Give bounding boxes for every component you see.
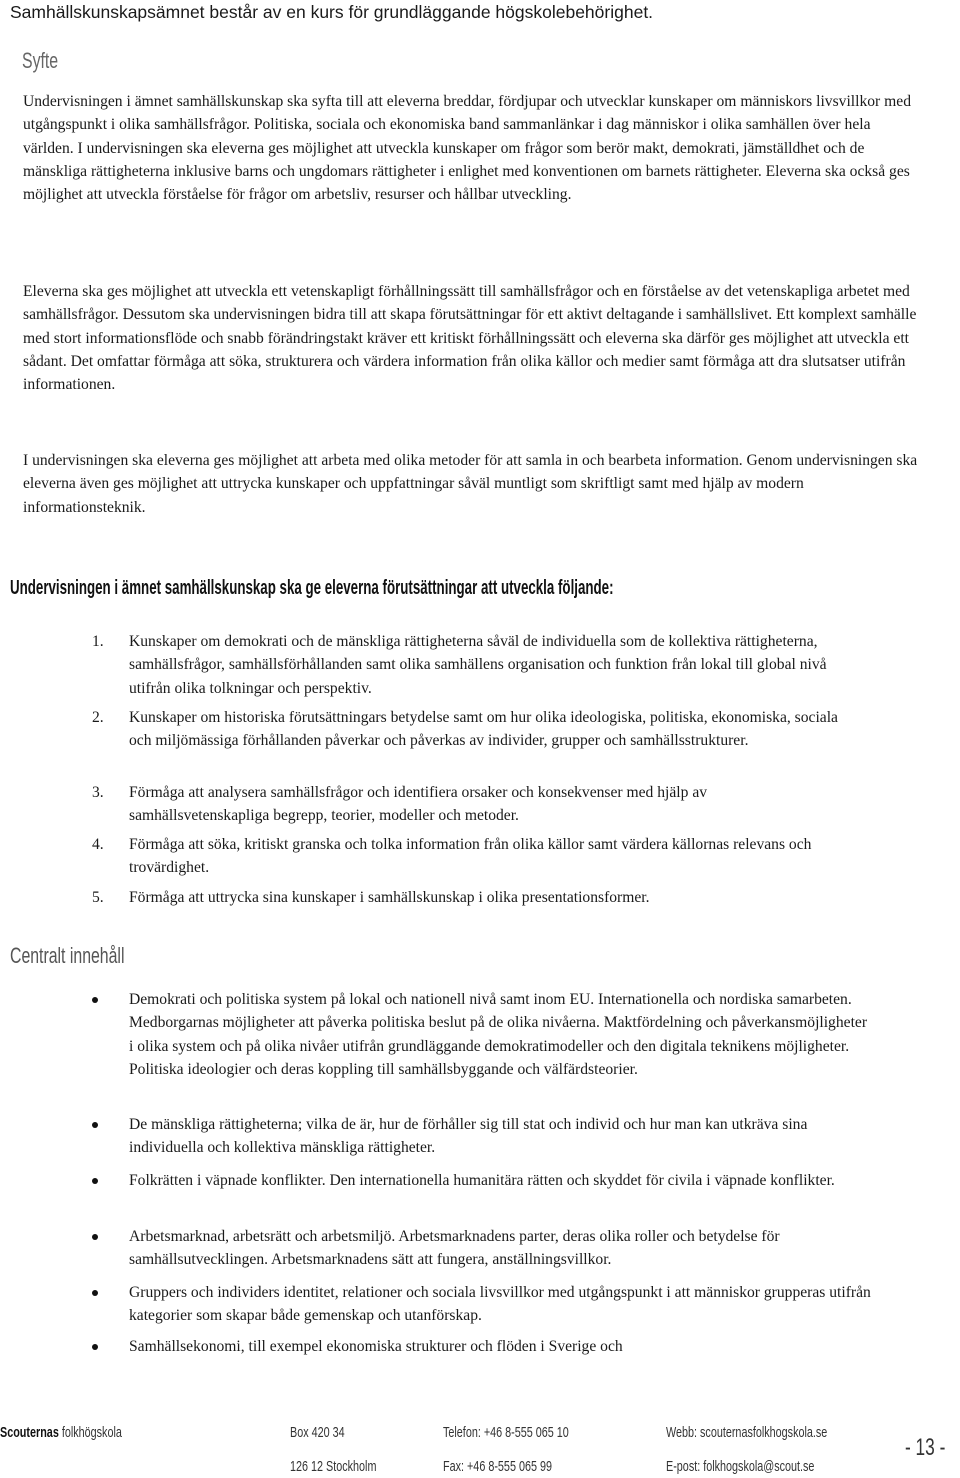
footer-brand-bold: Scouternas	[0, 1424, 59, 1441]
bullet-icon	[92, 1234, 98, 1240]
bullet-icon	[92, 1178, 98, 1184]
footer-phone: Telefon: +46 8-555 065 10	[443, 1424, 569, 1441]
footer-address-line-1: Box 420 34	[290, 1424, 345, 1441]
footer-brand-light: folkhögskola	[61, 1424, 122, 1441]
page-footer	[0, 1420, 960, 1478]
goal-text: Kunskaper om historiska förutsättningars betydelse samt om hur olika ideologiska, politiska, ekonomiska, sociala och miljömässiga förhållanden påverkar och påverkas av individer, grupper och samhällsstrukturer.	[129, 709, 838, 750]
heading-syfte: Syfte	[22, 48, 59, 73]
goal-text: Förmåga att söka, kritiskt granska och tolka information från olika källor samt värdera källornas relevans och trovärdighet.	[129, 836, 812, 877]
centralt-text: De mänskliga rättigheterna; vilka de är, hur de förhåller sig till stat och individ och hur man kan utkräva sina individuella och kollektiva mänskliga rättigheter.	[129, 1116, 808, 1157]
centralt-text: Samhällsekonomi, till exempel ekonomiska strukturer och flöden i Sverige och	[129, 1338, 623, 1355]
goal-number: 4.	[92, 836, 104, 853]
goal-number: 3.	[92, 784, 104, 801]
footer-address-line-2: 126 12 Stockholm	[290, 1458, 377, 1475]
goal-number: 1.	[92, 633, 104, 650]
bullet-icon	[92, 997, 98, 1003]
goal-text: Förmåga att analysera samhällsfrågor och identifiera orsaker och konsekvenser med hjälp av samhällsvetenskapliga begrepp, teorier, modeller och metoder.	[129, 784, 708, 825]
syfte-paragraph-3: I undervisningen ska eleverna ges möjlighet att arbeta med olika metoder för att samla in och bearbeta information. Genom undervisningen ska eleverna även ges möjlighet att uttrycka kunskaper och uppfattningar såväl muntligt som skriftligt samt med hjälp av modern informationsteknik.	[23, 452, 918, 516]
centralt-text: Folkrätten i väpnade konflikter. Den internationella humanitära rätten och skyddet för civila i väpnade konflikter.	[129, 1172, 835, 1189]
centralt-text: Arbetsmarknad, arbetsrätt och arbetsmiljö. Arbetsmarknadens parter, deras olika roller och betydelse för samhällsutvecklingen. Arbetsmarknadens sätt att fungera, anställningsvillkor.	[129, 1228, 780, 1269]
footer-fax: Fax: +46 8-555 065 99	[443, 1458, 552, 1475]
heading-goals: Undervisningen i ämnet samhällskunskap ska ge eleverna förutsättningar att utveckla följande:	[10, 576, 614, 599]
syfte-paragraph-2: Eleverna ska ges möjlighet att utveckla ett vetenskapligt förhållningssätt till samhällsfrågor och en förståelse av det vetenskapliga arbetet med samhällsfrågor. Dessutom ska undervisningen bidra till att skapa förutsättningar för ett aktivt deltagande i samhällslivet. Ett komplext samhälle med stort informationsflöde och snabb förändringstakt kräver ett kritiskt förhållningssätt och eleverna ska därför ges möjlighet att utveckla ett sådant. Det omfattar förmåga att söka, strukturera och värdera information från olika källor och medier samt förmåga att dra slutsatser utifrån informationen.	[23, 283, 917, 394]
goal-text: Kunskaper om demokrati och de mänskliga rättigheterna såväl de individuella som de kollektiva rättigheterna, samhällsfrågor, samhällsförhållanden samt olika samhällens organisation och funktion från lokal till global nivå utifrån olika tolkningar och perspektiv.	[129, 633, 827, 697]
bullet-icon	[92, 1290, 98, 1296]
goal-number: 2.	[92, 709, 104, 726]
centralt-text: Demokrati och politiska system på lokal och nationell nivå samt inom EU. Internationella och nordiska samarbeten. Medborgarnas möjligheter att påverka politiska beslut på de olika nivåerna. Maktfördelning och påverkansmöjligheter i olika system och på olika nivåer utifrån grundläggande demokratimodeller och den digitala teknikens möjligheter. Politiska ideologier och deras koppling till samhällsbyggande och välfärdsteorier.	[129, 991, 868, 1078]
page-number: - 13 -	[905, 1434, 946, 1461]
centralt-text: Gruppers och individers identitet, relationer och sociala livsvillkor med utgångspunkt i att människor grupperas utifrån kategorier som skapar både gemenskap och utanförskap.	[129, 1284, 871, 1325]
footer-email: E-post: folkhogskola@scout.se	[666, 1458, 815, 1475]
intro-line: Samhällskunskapsämnet består av en kurs för grundläggande högskolebehörighet.	[10, 2, 654, 22]
footer-brand	[0, 1424, 122, 1441]
heading-centralt: Centralt innehåll	[10, 943, 125, 968]
syfte-paragraph-1: Undervisningen i ämnet samhällskunskap ska syfta till att eleverna breddar, fördjupar och utvecklar kunskaper om människors livsvillkor med utgångspunkt i olika samhällsfrågor. Politiska, sociala och ekonomiska band sammanlänkar i dag människor i olika samhällen över hela världen. I undervisningen ska eleverna ges möjlighet att utveckla kunskaper om frågor som berör makt, demokrati, jämställdhet och de mänskliga rättigheterna inklusive barns och ungdomars rättigheter i enlighet med konventionen om barnets rättigheter. Eleverna ska också ges möjlighet att utveckla förståelse för frågor om arbetsliv, resurser och hållbar utveckling.	[23, 93, 911, 204]
bullet-icon	[92, 1122, 98, 1128]
goal-text: Förmåga att uttrycka sina kunskaper i samhällskunskap i olika presentationsformer.	[129, 889, 650, 906]
bullet-icon	[92, 1344, 98, 1350]
footer-web: Webb: scouternasfolkhogskola.se	[666, 1424, 828, 1441]
goal-number: 5.	[92, 889, 104, 906]
